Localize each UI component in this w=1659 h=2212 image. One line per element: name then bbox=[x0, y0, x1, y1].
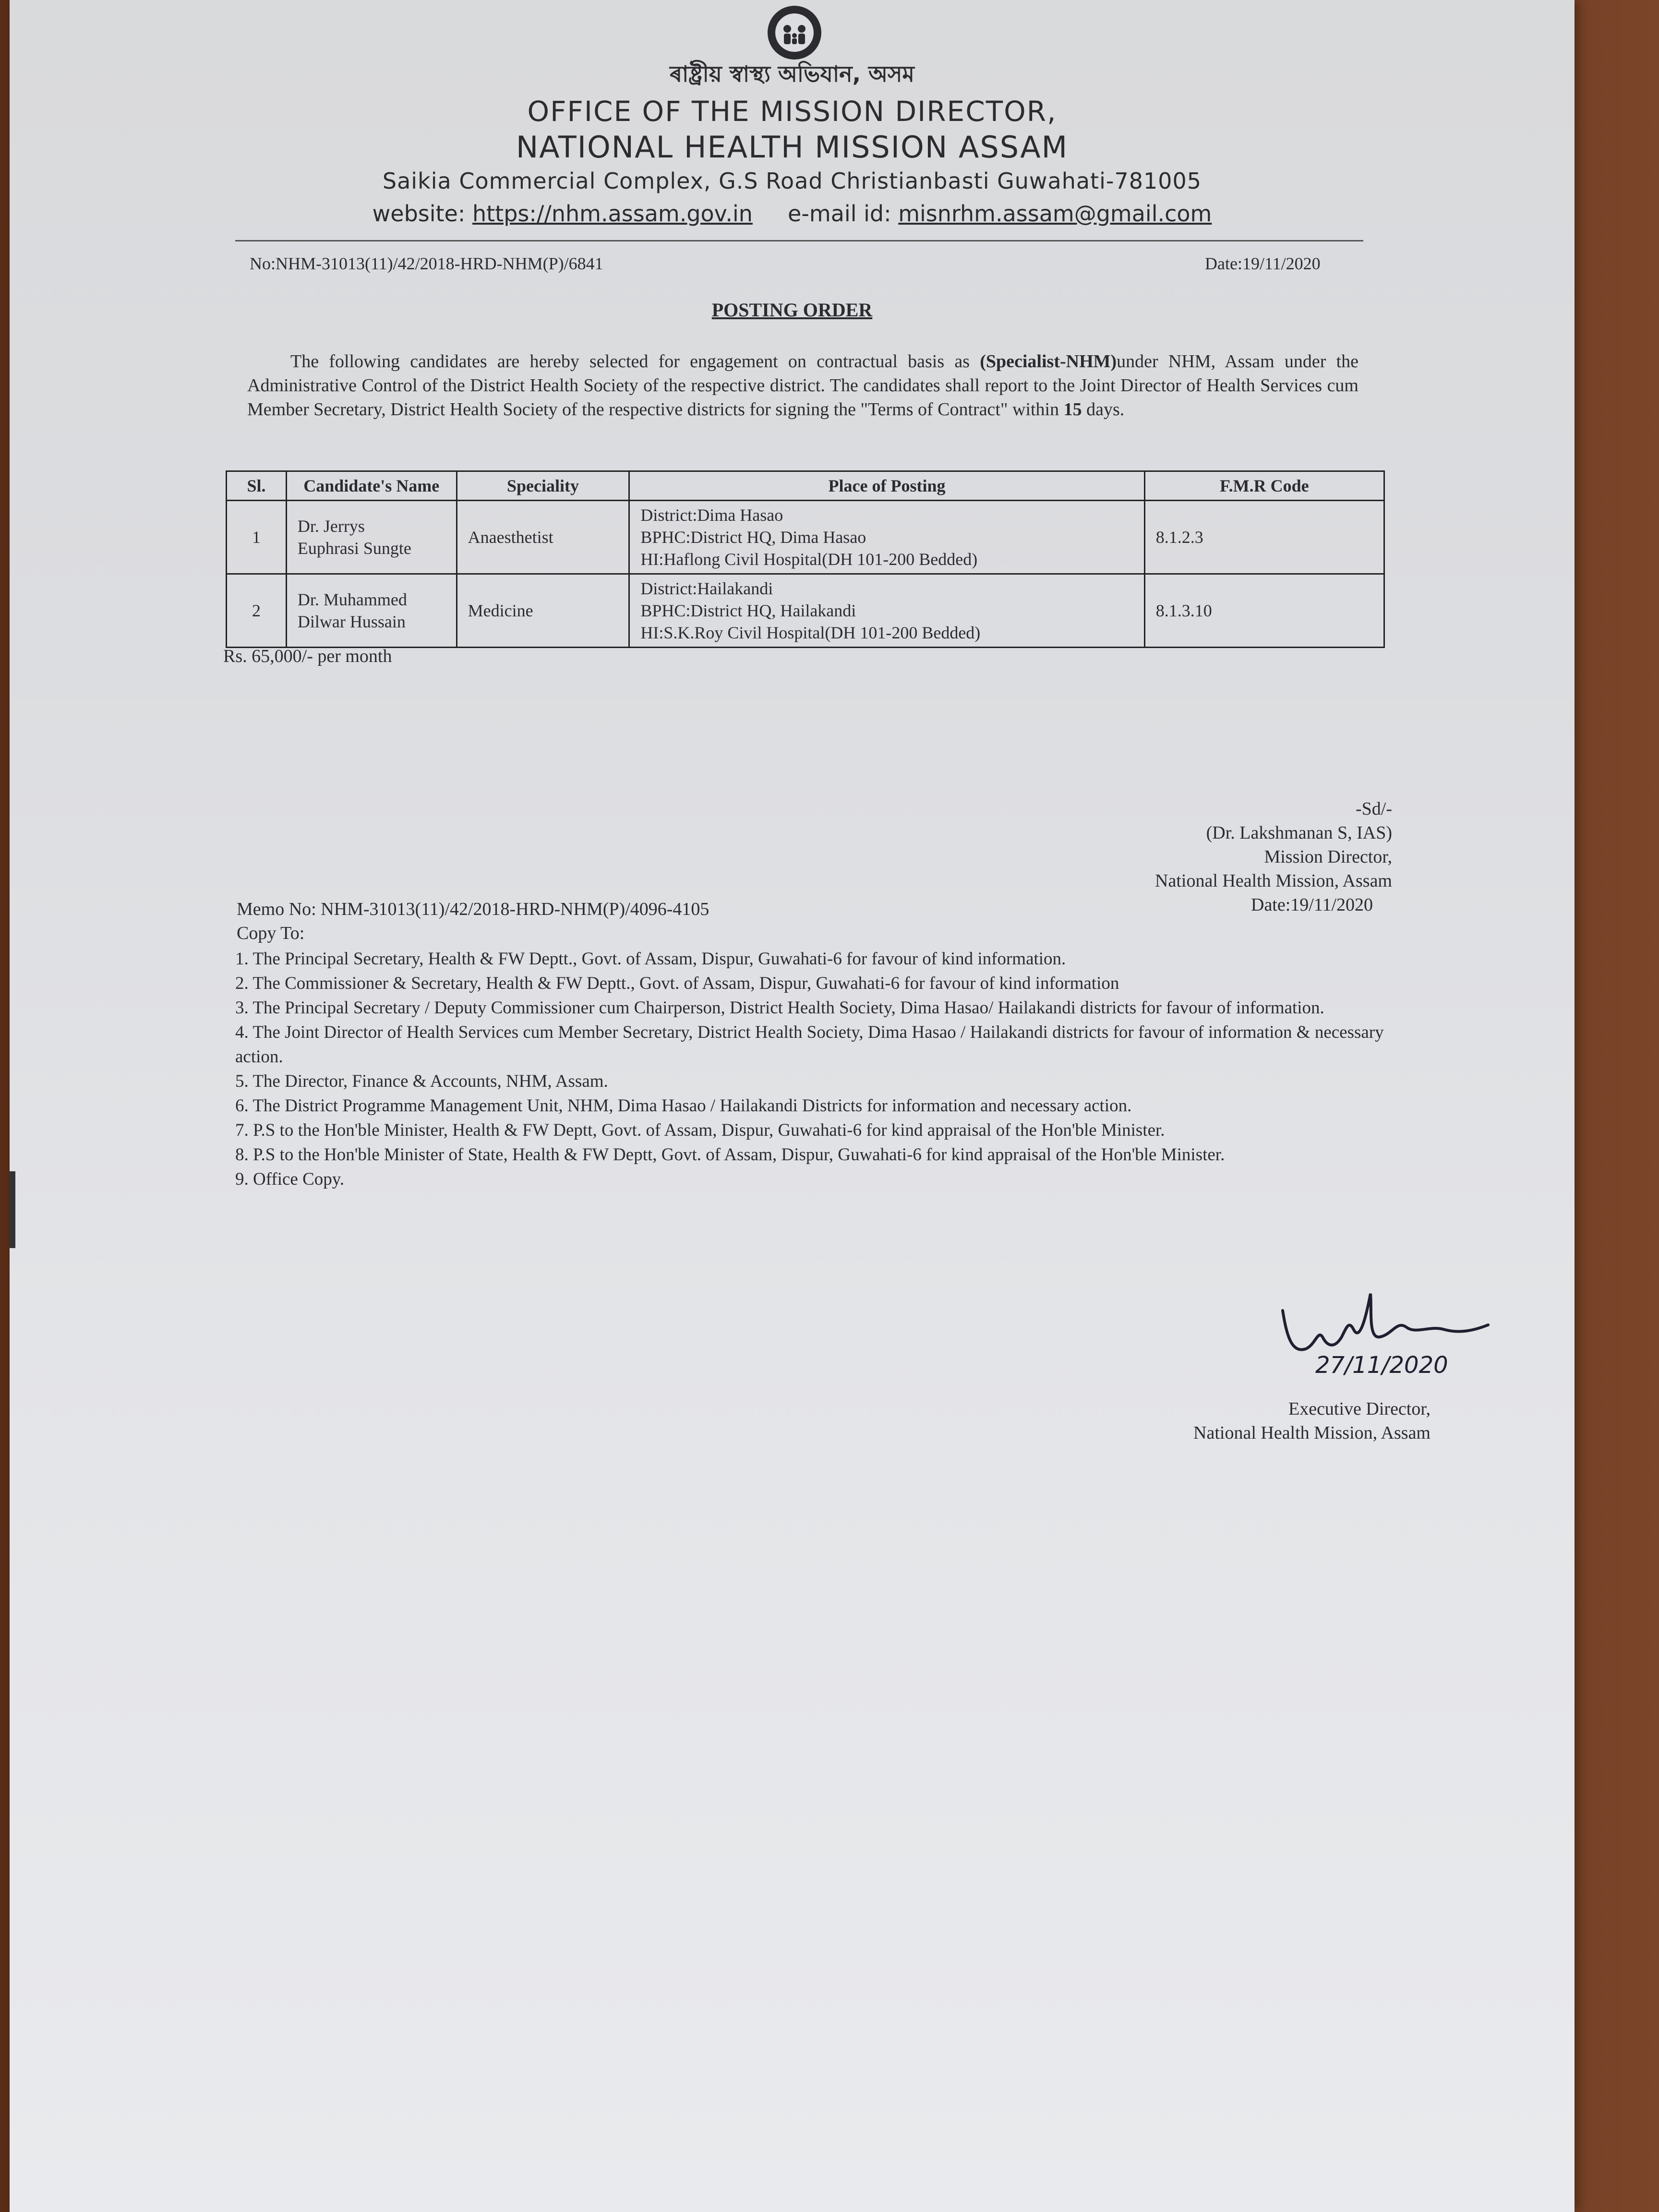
mission-director-signature-block bbox=[1104, 797, 1392, 917]
signatory-date: Date:19/11/2020 bbox=[1251, 895, 1373, 915]
list-item: 2. The Commissioner & Secretary, Health & FW Deptt., Govt. of Assam, Dispur, Guwahati-6 for favour of kind information bbox=[235, 974, 1119, 993]
executive-org: National Health Mission, Assam bbox=[1193, 1423, 1431, 1443]
office-title: OFFICE OF THE MISSION DIRECTOR, bbox=[527, 95, 1057, 128]
contact-line bbox=[10, 201, 1575, 227]
sd-mark: -Sd/- bbox=[1356, 799, 1392, 819]
intro-part2: under NHM, Assam under the Administrative Control of the District Health Society of the respective district. The candidates shall report to the Joint Director of Health Services cum Member Secretary, District Health Society of the respective districts for signing the "Terms of Contract" within bbox=[247, 351, 1358, 420]
name-line: Dilwar Hussain bbox=[297, 612, 406, 631]
name-line: Dr. Muhammed bbox=[297, 590, 407, 609]
intro-part3: days. bbox=[1082, 399, 1125, 420]
cell-fmr: 8.1.3.10 bbox=[1144, 574, 1384, 648]
name-line: Euphrasi Sungte bbox=[297, 539, 411, 558]
intro-designation: (Specialist-NHM) bbox=[980, 351, 1117, 372]
reference-number: No:NHM-31013(11)/42/2018-HRD-NHM(P)/6841 bbox=[250, 254, 603, 273]
organization-title: NATIONAL HEALTH MISSION ASSAM bbox=[516, 130, 1069, 165]
handwritten-signature bbox=[1277, 1291, 1498, 1378]
header-name: Candidate's Name bbox=[286, 471, 457, 501]
place-hi: HI:Haflong Civil Hospital(DH 101-200 Bedded) bbox=[640, 550, 978, 569]
list-item: 5. The Director, Finance & Accounts, NHM, Assam. bbox=[235, 1071, 608, 1091]
copy-list bbox=[235, 947, 1387, 1191]
list-item: 6. The District Programme Management Unit, NHM, Dima Hasao / Hailakandi Districts for information and necessary action. bbox=[235, 1096, 1132, 1116]
cell-sl: 2 bbox=[227, 574, 287, 648]
header-fmr: F.M.R Code bbox=[1144, 471, 1384, 501]
signatory-name: (Dr. Lakshmanan S, IAS) bbox=[1206, 823, 1392, 843]
nhm-logo-icon bbox=[766, 4, 823, 61]
cell-speciality: Anaesthetist bbox=[457, 501, 629, 574]
assamese-title: ৰাষ্ট্ৰীয় স্বাস্থ্য অভিযান, অসম bbox=[670, 61, 914, 87]
list-item: 4. The Joint Director of Health Services cum Member Secretary, District Health Society, Dima Hasao / Hailakandi districts for favour of information & necessary action. bbox=[235, 1022, 1384, 1067]
cell-place bbox=[629, 501, 1144, 574]
website-link[interactable]: https://nhm.assam.gov.in bbox=[472, 201, 753, 227]
list-item: 1. The Principal Secretary, Health & FW Deptt., Govt. of Assam, Dispur, Guwahati-6 for favour of kind information. bbox=[235, 949, 1066, 969]
executive-designation: Executive Director, bbox=[1288, 1399, 1431, 1419]
signature-date: 27/11/2020 bbox=[1315, 1352, 1448, 1378]
cell-name bbox=[286, 574, 457, 648]
place-bphc: BPHC:District HQ, Hailakandi bbox=[640, 601, 856, 620]
place-hi: HI:S.K.Roy Civil Hospital(DH 101-200 Bedded) bbox=[640, 623, 981, 642]
place-bphc: BPHC:District HQ, Dima Hasao bbox=[640, 528, 866, 547]
list-item: 8. P.S to the Hon'ble Minister of State, Health & FW Deptt, Govt. of Assam, Dispur, Guwahati-6 for kind appraisal of the Hon'ble Minister. bbox=[235, 1145, 1225, 1165]
header-place: Place of Posting bbox=[629, 471, 1144, 501]
website-label: website: bbox=[372, 201, 466, 227]
header-sl: Sl. bbox=[227, 471, 287, 501]
posting-table bbox=[226, 470, 1385, 648]
header-divider bbox=[235, 240, 1363, 241]
header-speciality: Speciality bbox=[457, 471, 629, 501]
executive-director-block bbox=[1114, 1397, 1431, 1445]
cell-name bbox=[286, 501, 457, 574]
list-item: 7. P.S to the Hon'ble Minister, Health & FW Deptt, Govt. of Assam, Dispur, Guwahati-6 for kind appraisal of the Hon'ble Minister. bbox=[235, 1120, 1165, 1140]
email-link[interactable]: misnrhm.assam@gmail.com bbox=[898, 201, 1212, 227]
table-header-row bbox=[227, 471, 1384, 501]
office-address: Saikia Commercial Complex, G.S Road Christianbasti Guwahati-781005 bbox=[382, 168, 1202, 194]
table-row bbox=[227, 501, 1384, 574]
intro-paragraph bbox=[247, 349, 1358, 421]
copy-to-label: Copy To: bbox=[237, 923, 305, 943]
document-page bbox=[10, 0, 1575, 2212]
cell-place bbox=[629, 574, 1144, 648]
table-row bbox=[227, 574, 1384, 648]
place-district: District:Dima Hasao bbox=[640, 505, 783, 525]
signatory-designation: Mission Director, bbox=[1264, 847, 1392, 867]
intro-part1: The following candidates are hereby selected for engagement on contractual basis as bbox=[290, 351, 980, 372]
list-item: 3. The Principal Secretary / Deputy Commissioner cum Chairperson, District Health Society, Dima Hasao/ Hailakandi districts for favour of information. bbox=[235, 998, 1324, 1018]
document-title: POSTING ORDER bbox=[711, 299, 873, 321]
binding-mark bbox=[10, 1171, 15, 1248]
intro-days: 15 bbox=[1063, 399, 1082, 420]
name-line: Dr. Jerrys bbox=[297, 517, 365, 536]
pay-note: Rs. 65,000/- per month bbox=[223, 646, 392, 666]
email-label: e-mail id: bbox=[788, 201, 891, 227]
reference-date: Date:19/11/2020 bbox=[1205, 254, 1321, 273]
cell-fmr: 8.1.2.3 bbox=[1144, 501, 1384, 574]
list-item: 9. Office Copy. bbox=[235, 1169, 345, 1189]
signatory-org: National Health Mission, Assam bbox=[1155, 871, 1392, 891]
cell-sl: 1 bbox=[227, 501, 287, 574]
place-district: District:Hailakandi bbox=[640, 579, 773, 598]
memo-number: Memo No: NHM-31013(11)/42/2018-HRD-NHM(P)/4096-4105 bbox=[237, 899, 709, 919]
cell-speciality: Medicine bbox=[457, 574, 629, 648]
